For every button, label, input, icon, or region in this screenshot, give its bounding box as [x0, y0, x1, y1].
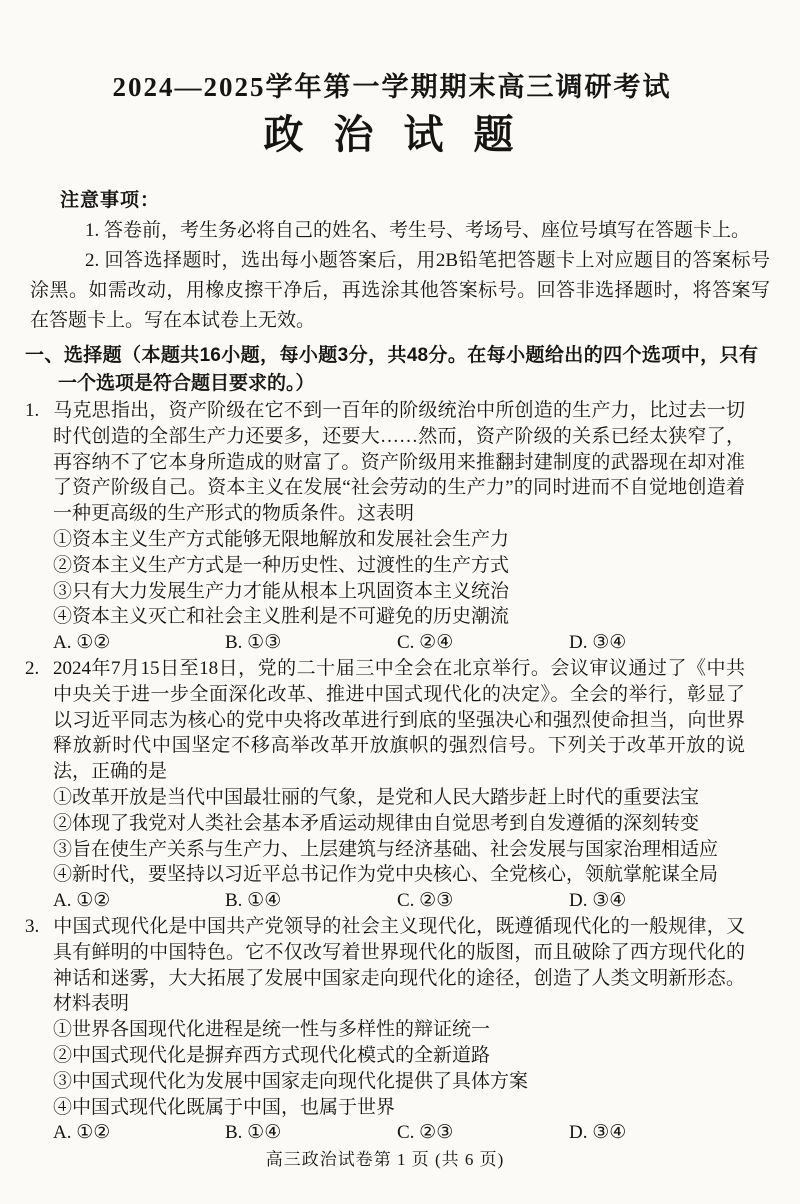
question-2-answer-d: D. ③④	[569, 890, 627, 912]
question-1-option-2: ②资本主义生产方式是一种历史性、过渡性的生产方式	[53, 554, 510, 576]
question-3-option-4: ④中国式现代化既属于中国，也属于世界	[53, 1096, 396, 1118]
section-heading-title: 一、选择题	[25, 345, 123, 366]
question-1-option-3: ③只有大力发展生产力才能从根本上巩固资本主义统治	[53, 580, 510, 602]
question-3-answer-c: C. ②③	[397, 1122, 454, 1144]
question-2-number: 2.	[25, 657, 40, 679]
question-1-option-4: ④资本主义灭亡和社会主义胜利是不可避免的历史潮流	[53, 606, 510, 628]
question-2-answer-b: B. ①④	[225, 890, 282, 912]
question-3-answer-row	[25, 1120, 745, 1146]
question-2-option-2: ②体现了我党对人类社会基本矛盾运动规律由自觉思考到自发遵循的深刻转变	[53, 812, 700, 834]
question-1-answer-c: C. ②④	[397, 632, 454, 654]
notice-item-2: 2. 回答选择题时，选出每小题答案后，用2B铅笔把答题卡上对应题目的答案标号涂黑。如需改动，用橡皮擦干净后，再选涂其他答案标号。回答非选择题时，将答案写在答题卡上。写在本试卷上无效。	[30, 250, 770, 331]
question-3-option-2: ②中国式现代化是摒弃西方式现代化模式的全新道路	[53, 1044, 491, 1066]
page-footer: 高三政治试卷第 1 页 (共 6 页)	[265, 1150, 505, 1169]
question-1-stem	[25, 398, 745, 527]
question-1	[25, 398, 745, 656]
question-3-answer-b: B. ①④	[225, 1122, 282, 1144]
question-1-answer-d: D. ③④	[569, 632, 627, 654]
question-3-stem	[25, 914, 745, 1017]
question-2	[25, 656, 745, 914]
question-3-stem-text: 中国式现代化是中国共产党领导的社会主义现代化，既遵循现代化的一般规律，又具有鲜明的中国特色。它不仅改写着世界现代化的版图，而且破除了西方现代化的神话和迷雾，大大拓展了发展中国家走向现代化的途径，创造了人类文明新形态。材料表明	[53, 915, 745, 1015]
question-1-answer-b: B. ①③	[225, 632, 282, 654]
question-3-number: 3.	[25, 915, 40, 937]
question-3-option-3: ③中国式现代化为发展中国家走向现代化提供了具体方案	[53, 1070, 529, 1092]
question-2-answer-row	[25, 888, 745, 914]
question-3-answer-a: A. ①②	[53, 1122, 111, 1144]
question-2-option-4: ④新时代，要坚持以习近平总书记作为党中央核心、全党核心，领航掌舵谋全局	[53, 864, 719, 886]
question-1-answer-a: A. ①②	[53, 632, 111, 654]
question-1-answer-row	[25, 630, 745, 656]
exam-session-title: 2024—2025学年第一学期期末高三调研考试	[112, 72, 672, 102]
question-2-stem-text: 2024年7月15日至18日，党的二十届三中全会在北京举行。会议审议通过了《中共中央关于进一步全面深化改革、推进中国式现代化的决定》。全会的举行，彰显了以习近平同志为核心的党中央将改革进行到底的坚强决心和强烈使命担当，向世界释放新时代中国坚定不移高举改革开放旗帜的强烈信号。下列关于改革开放的说法，正确的是	[53, 657, 745, 783]
question-1-stem-text: 马克思指出，资产阶级在它不到一百年的阶级统治中所创造的生产力，比过去一切时代创造的全部生产力还要多，还要大……然而，资产阶级的关系已经太狭窄了，再容纳不了它本身所造成的财富了。资产阶级用来推翻封建制度的武器现在却对准了资产阶级自己。资本主义在发展“社会劳动的生产力”的同时进而不自觉地创造着一种更高级的生产形式的物质条件。这表明	[53, 400, 745, 525]
question-2-option-1: ①改革开放是当代中国最壮丽的气象，是党和人民大踏步赶上时代的重要法宝	[53, 786, 700, 808]
question-3	[25, 914, 745, 1146]
section-heading-note: （本题共16小题，每小题3分，共48分。在每小题给出的四个选项中，只有一个选项是符合题目要求的。）	[58, 345, 758, 394]
question-3-option-1: ①世界各国现代化进程是统一性与多样性的辩证统一	[53, 1019, 491, 1041]
question-1-option-1: ①资本主义生产方式能够无限地解放和发展社会生产力	[53, 528, 510, 550]
question-1-number: 1.	[25, 400, 40, 421]
question-2-stem	[25, 656, 745, 785]
question-2-option-3: ③旨在使生产关系与生产力、上层建筑与经济基础、社会发展与国家治理相适应	[53, 838, 719, 860]
exam-subject-title: 政 治 试 题	[263, 112, 517, 157]
notice-heading: 注意事项：	[60, 190, 161, 211]
question-2-answer-c: C. ②③	[397, 890, 454, 912]
question-2-answer-a: A. ①②	[53, 890, 111, 912]
notice-item-1: 1. 答卷前，考生务必将自己的姓名、考生号、考场号、座位号填写在答题卡上。	[85, 220, 751, 241]
section-heading	[25, 342, 758, 398]
question-3-answer-d: D. ③④	[569, 1122, 627, 1144]
notice-section	[30, 186, 770, 336]
